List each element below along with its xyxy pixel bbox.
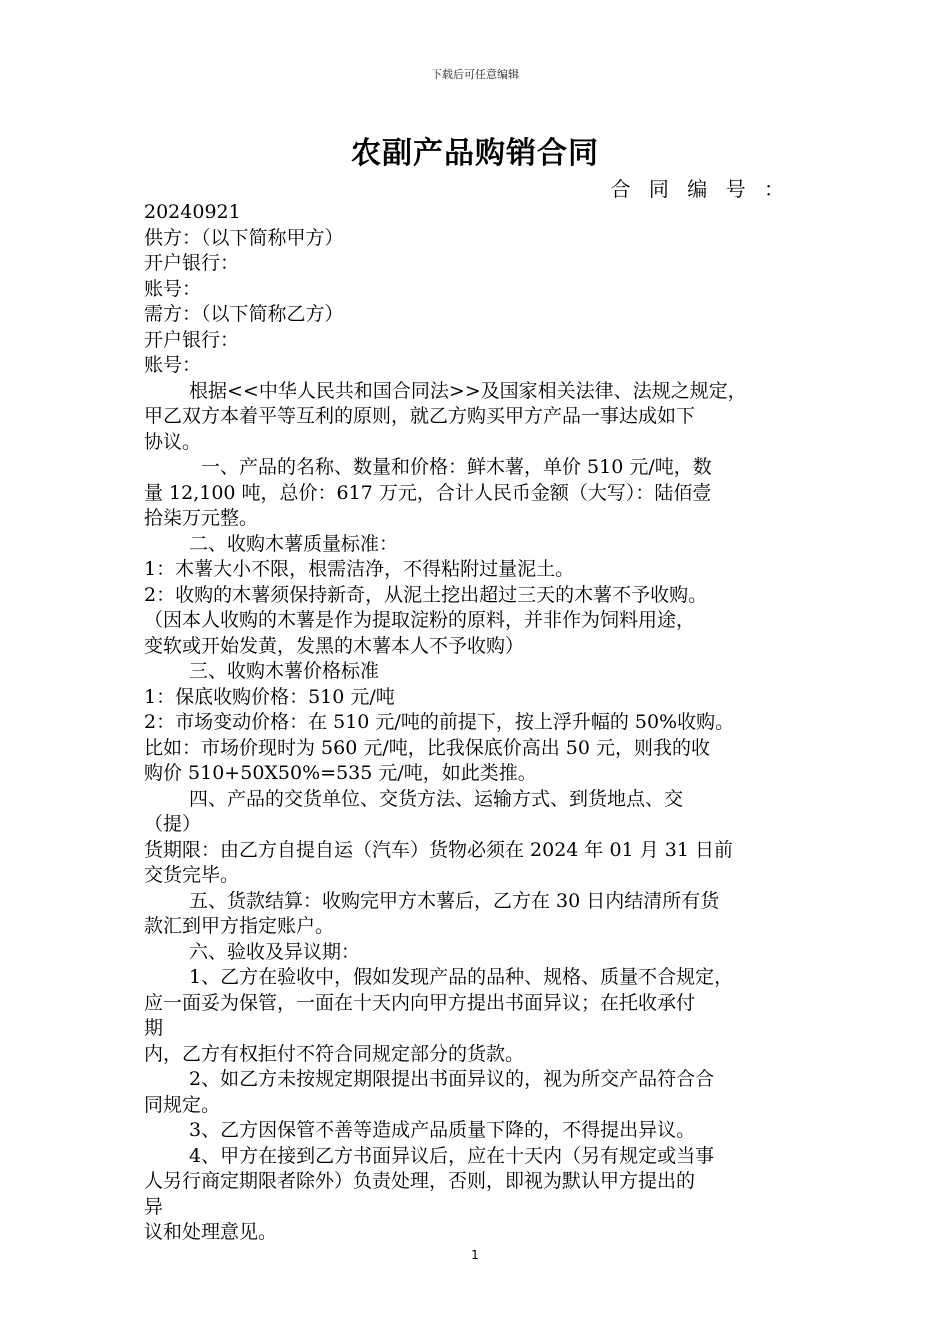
clause-6-item-4: 异	[144, 1195, 164, 1218]
contract-number-value: 20240921	[144, 201, 241, 223]
contract-title: 农副产品购销合同	[351, 136, 599, 171]
preamble-line: 甲乙双方本着平等互利的原则，就乙方购买甲方产品一事达成如下	[144, 405, 696, 427]
clause-6-item-4: 人另行商定期限者除外）负责处理，否则，即视为默认甲方提出的	[144, 1170, 696, 1192]
supplier-bank-line: 开户银行：	[144, 252, 240, 274]
preamble-line: 根据<<中华人民共和国合同法>>及国家相关法律、法规之规定，	[189, 379, 747, 402]
clause-6-item-2: 同规定。	[144, 1093, 221, 1116]
clause-3-item: 2：市场变动价格：在 510 元/吨的前提下，按上浮升幅的 50%收购。	[144, 711, 735, 733]
clause-6-item-1: 内，乙方有权拒付不符合同规定部分的货款。	[144, 1042, 525, 1065]
clause-6-item-1: 1、乙方在验收中，假如发现产品的品种、规格、质量不合规定，	[189, 966, 734, 988]
clause-6-item-2: 2、如乙方未按规定期限提出书面异议的，视为所交产品符合合	[189, 1068, 715, 1090]
supplier-line: 供方：（以下简称甲方）	[144, 226, 344, 249]
supplier-account-line: 账号：	[144, 277, 202, 300]
clause-2-item: 2：收购的木薯须保持新奇，从泥土挖出超过三天的木薯不予收购。	[144, 583, 708, 606]
clause-6-item-1: 期	[144, 1017, 164, 1039]
clause-2-note: （因本人收购的木薯是作为提取淀粉的原料，并非作为饲料用途，	[144, 609, 696, 631]
clause-3-item: 1：保底收购价格：510 元/吨	[144, 685, 395, 708]
clause-6-item-1: 应一面妥为保管，一面在十天内向甲方提出书面异议；在托收承付	[144, 991, 696, 1014]
buyer-account-line: 账号：	[144, 354, 202, 376]
clause-6-heading: 六、验收及异议期：	[189, 940, 361, 963]
buyer-bank-line: 开户银行：	[144, 328, 240, 351]
clause-2-heading: 二、收购木薯质量标准：	[189, 532, 399, 555]
clause-3-heading: 三、收购木薯价格标准	[189, 660, 380, 682]
header-note: 下载后可任意编辑	[431, 68, 519, 81]
clause-6-item-4: 4、甲方在接到乙方书面异议后，应在十天内（另有规定或当事	[189, 1144, 715, 1167]
clause-5-line: 款汇到甲方指定账户。	[144, 915, 335, 937]
page-number: 1	[471, 1248, 479, 1262]
clause-5-heading: 五、货款结算：收购完甲方木薯后，乙方在 30 日内结清所有货	[189, 889, 720, 912]
preamble-line: 协议。	[144, 430, 202, 453]
clause-6-item-4: 议和处理意见。	[144, 1221, 278, 1243]
clause-6-item-3: 3、乙方因保管不善等造成产品质量下降的，不得提出异议。	[189, 1119, 696, 1141]
clause-4-heading: 四、产品的交货单位、交货方法、运输方式、到货地点、交	[189, 787, 684, 810]
contract-number-label: 合 同 编 号 ：	[610, 177, 790, 201]
clause-3-example: 购价 510+50X50%=535 元/吨，如此类推。	[144, 762, 537, 784]
clause-1-line: 拾柒万元整。	[144, 507, 259, 529]
clause-4-line: 交货完毕。	[144, 864, 240, 886]
clause-4-line: （提）	[144, 813, 202, 835]
clause-4-line: 货期限：由乙方自提自运（汽车）货物必须在 2024 年 01 月 31 日前	[144, 838, 733, 861]
clause-2-item: 1：木薯大小不限，根需洁净，不得粘附过量泥土。	[144, 558, 575, 580]
contract-body	[144, 200, 809, 1246]
clause-1-line: 量 12,100 吨，总价：617 万元，合计人民币金额（大写）：陆佰壹	[144, 481, 712, 504]
clause-3-example: 比如：市场价现时为 560 元/吨，比我保底价高出 50 元，则我的收	[144, 736, 711, 759]
clause-1-heading: 一、产品的名称、数量和价格：鲜木薯，单价 510 元/吨，数	[201, 456, 712, 478]
clause-2-note: 变软或开始发黄，发黑的木薯本人不予收购）	[144, 634, 525, 657]
buyer-line: 需方：（以下简称乙方）	[144, 303, 344, 325]
